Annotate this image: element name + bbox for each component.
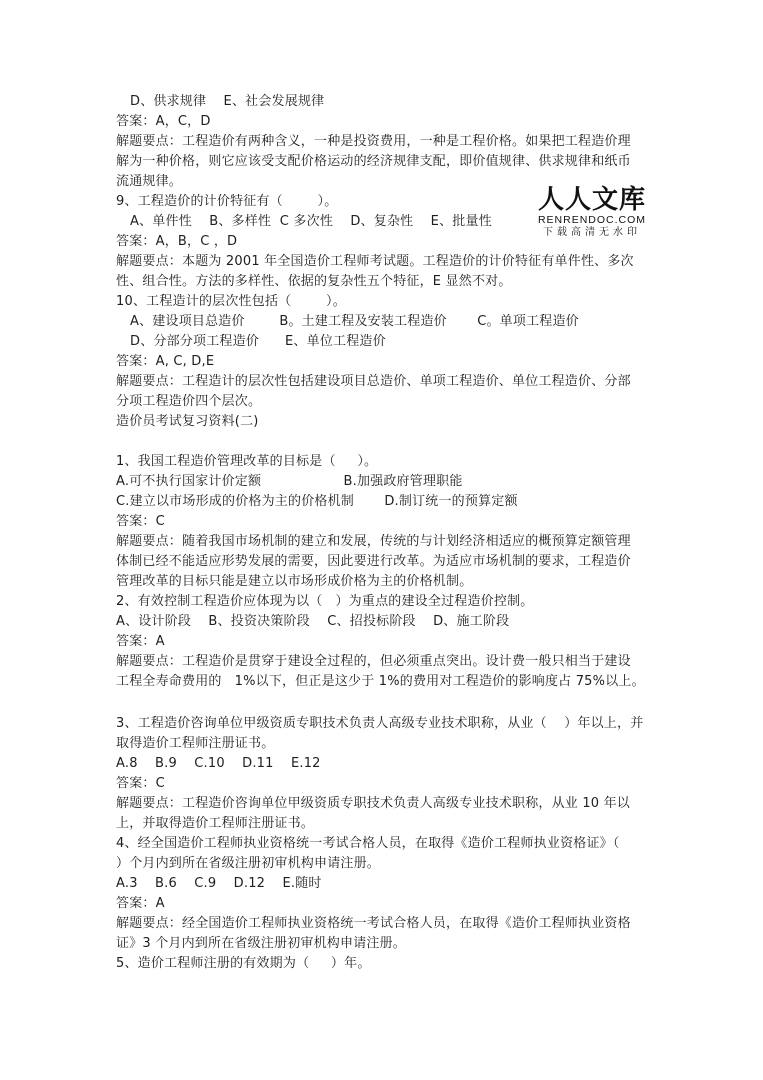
text-line: 5、造价工程师注册的有效期为（ ）年。 — [116, 956, 371, 971]
text-line: 取得造价工程师注册证书。 — [116, 736, 275, 751]
text-line: 上，并取得造价工程师注册证书。 — [116, 816, 315, 831]
text-line: A.8 B.9 C.10 D.11 E.12 — [116, 756, 321, 771]
text-line: 性、组合性。方法的多样性、依据的复杂性五个特征，E 显然不对。 — [116, 274, 512, 289]
text-line: 1、我国工程造价管理改革的目标是（ ）。 — [116, 454, 378, 469]
watermark-subtitle: 下载高清无水印 — [543, 227, 641, 238]
text-line: D、供求规律 E、社会发展规律 — [130, 94, 325, 109]
text-line: 答案：C — [116, 776, 165, 791]
text-line: 答案：C — [116, 514, 165, 529]
text-line: C.建立以市场形成的价格为主的价格机制 D.制订统一的预算定额 — [116, 494, 518, 509]
text-line: 解题要点：工程造价是贯穿于建设全过程的，但必须重点突出。设计费一般只相当于建设 — [116, 654, 631, 669]
text-line: 9、工程造价的计价特征有（ ）。 — [116, 194, 338, 209]
text-line: 证》3 个月内到所在省级注册初审机构申请注册。 — [116, 936, 407, 951]
text-line: 10、工程造计的层次性包括（ ）。 — [116, 294, 346, 309]
text-line: 造价员考试复习资料(二) — [116, 414, 259, 429]
text-line: 2、有效控制工程造价应体现为以（ ）为重点的建设全过程造价控制。 — [116, 594, 534, 609]
text-line: A.可不执行国家计价定额 B.加强政府管理职能 — [116, 474, 463, 489]
watermark-title: 人人文库 — [537, 185, 646, 215]
text-line: 分项工程造价四个层次。 — [116, 394, 262, 409]
text-line: A、单件性 B、多样性 C 多次性 D、复杂性 E、批量性 — [130, 214, 492, 229]
watermark-url: RENRENDOC.COM — [537, 214, 647, 226]
text-line: D、分部分项工程造价 E、单位工程造价 — [130, 334, 386, 349]
text-line: 答案：A，C，D — [116, 114, 211, 129]
text-line: 解题要点：经全国造价工程师执业资格统一考试合格人员，在取得《造价工程师执业资格 — [116, 916, 631, 931]
renrendoc-watermark-logo — [536, 186, 648, 239]
text-line: 4、经全国造价工程师执业资格统一考试合格人员，在取得《造价工程师执业资格证》（ — [116, 836, 620, 851]
text-line: 解为一种价格，则它应该受支配价格运动的经济规律支配，即价值规律、供求规律和纸币 — [116, 154, 631, 169]
text-line: 3、工程造价咨询单位甲级资质专职技术负责人高级专业技术职称，从业（ ）年以上，并 — [116, 716, 644, 731]
text-line: A、建设项目总造价 B。土建工程及安装工程造价 C。单项工程造价 — [130, 314, 579, 329]
text-line: 解题要点：工程造计的层次性包括建设项目总造价、单项工程造价、单位工程造价、分部 — [116, 374, 631, 389]
text-line: 解题要点：工程造价有两种含义，一种是投资费用，一种是工程价格。如果把工程造价理 — [116, 134, 631, 149]
text-line: 管理改革的目标只能是建立以市场形成价格为主的价格机制。 — [116, 574, 473, 589]
text-line: 答案：A — [116, 634, 165, 649]
text-line: A.3 B.6 C.9 D.12 E.随时 — [116, 876, 322, 891]
text-line: 解题要点：工程造价咨询单位甲级资质专职技术负责人高级专业技术职称，从业 10 年以 — [116, 796, 631, 811]
text-line: 流通规律。 — [116, 174, 183, 189]
text-line: 答案：A — [116, 896, 165, 911]
text-line: 答案：A，B，C ，D — [116, 234, 238, 249]
text-line: 工程全寿命费用的 1%以下，但正是这少于 1%的费用对工程造价的影响度占 75%以上。 — [116, 674, 645, 689]
text-line: ）个月内到所在省级注册初审机构申请注册。 — [116, 856, 381, 871]
text-line: A、设计阶段 B、投资决策阶段 C、招投标阶段 D、施工阶段 — [116, 614, 510, 629]
text-line: 解题要点：随着我国市场机制的建立和发展，传统的与计划经济相适应的概预算定额管理 — [116, 534, 631, 549]
text-line: 解题要点：本题为 2001 年全国造价工程师考试题。工程造价的计价特征有单件性、多次 — [116, 254, 634, 269]
text-line: 体制已经不能适应形势发展的需要，因此要进行改革。为适应市场机制的要求，工程造价 — [116, 554, 631, 569]
text-line: 答案：A, C, D,E — [116, 354, 215, 369]
